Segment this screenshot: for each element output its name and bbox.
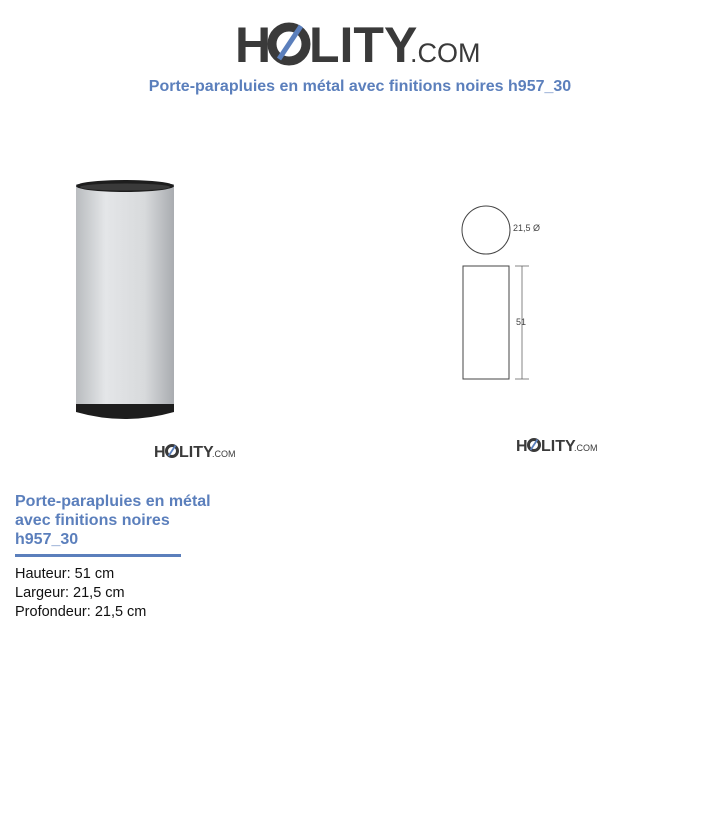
spec-width: Largeur: 21,5 cm <box>15 585 125 601</box>
page-title: Porte-parapluies en métal avec finitions noires h957_30 <box>148 78 572 95</box>
product-name <box>15 492 235 549</box>
svg-text:.COM: .COM <box>410 38 481 68</box>
product-name-line: h957_30 <box>15 531 79 548</box>
diameter-label: 21,5 Ø <box>513 223 541 233</box>
spec-height: Hauteur: 51 cm <box>15 566 115 582</box>
photo-holity-logo <box>150 440 240 467</box>
spec-depth: Profondeur: 21,5 cm <box>15 604 147 620</box>
svg-text:LITY: LITY <box>309 17 418 72</box>
svg-text:H: H <box>154 444 166 461</box>
product-name-line: Porte-parapluies en métal <box>15 493 211 510</box>
drawing-holity-logo <box>512 434 602 461</box>
divider <box>15 554 181 557</box>
product-name-line: avec finitions noires <box>15 512 170 529</box>
product-specs <box>15 565 146 622</box>
svg-text:.COM: .COM <box>212 449 236 459</box>
holity-logo[interactable] <box>0 14 720 72</box>
technical-drawing <box>450 195 560 390</box>
svg-text:LITY: LITY <box>179 444 214 461</box>
svg-text:LITY: LITY <box>541 438 576 455</box>
height-label: 51 <box>516 317 527 327</box>
svg-text:.COM: .COM <box>574 443 598 453</box>
logo-o-icon <box>272 26 306 61</box>
svg-text:H: H <box>516 438 528 455</box>
product-photo <box>60 170 190 430</box>
svg-text:H: H <box>235 17 272 72</box>
